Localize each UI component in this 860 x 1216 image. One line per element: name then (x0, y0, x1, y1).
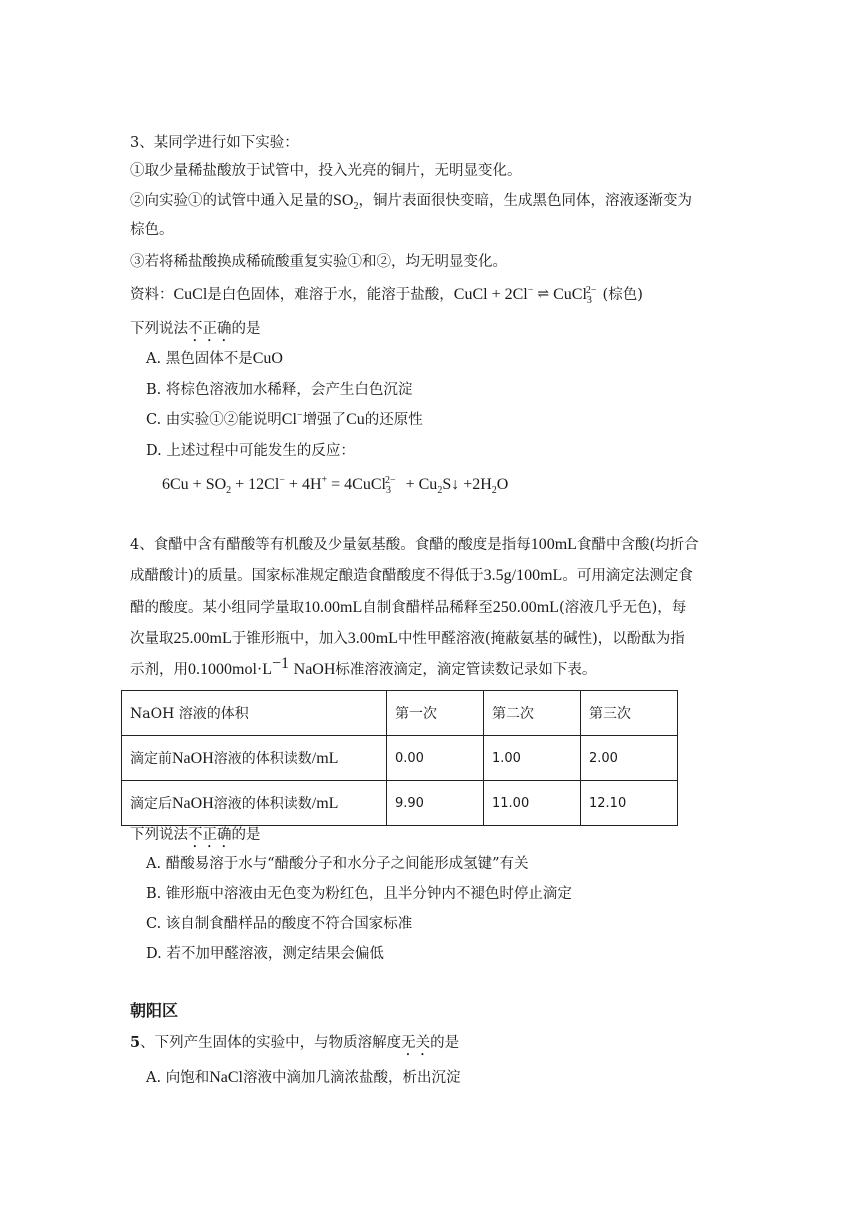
q5-option-a (146, 1067, 460, 1089)
q3-step1: ①取少量稀盐酸放于试管中，投入光亮的铜片，无明显变化。 (130, 163, 522, 179)
equilibrium-equation: CuCl + 2Cl− ⇌ CuCl$_3^{2-}$ (453, 284, 597, 307)
q3-option-d: D. 上述过程中可能发生的反应： (146, 443, 355, 459)
q5-text-2: 的是 (430, 1035, 460, 1051)
q4-line1 (130, 534, 699, 556)
table-row (122, 736, 678, 781)
q3-option-a-text: A. 黑色固体不是 (146, 351, 253, 367)
table-cell: 1.00 (484, 736, 581, 781)
q4-value: 10.00mL (304, 599, 363, 616)
q4-text: 。可用滴定法测定食 (562, 568, 693, 584)
q4-text: (溶液几乎无色)，每 (558, 600, 687, 616)
q4-text: 标准溶液滴定，滴定管读数记录如下表。 (335, 662, 597, 678)
q5-emphasis: 无关 (401, 1035, 431, 1051)
q4-superscript: −1 (272, 655, 290, 673)
q5-option-a-text: A. 向饱和 (146, 1070, 210, 1086)
q3-option-c-text-2: 增强了 (302, 412, 347, 428)
naoh-formula: NaOH (293, 661, 336, 678)
q3-stem: 3、某同学进行如下实验： (130, 135, 299, 151)
cuo-formula: CuO (252, 350, 283, 367)
q4-value: 3.5g/100mL (483, 567, 563, 584)
q3-reaction-equation: $6Cu + SO_2 + 12Cl^- + 4H^+$ = 4CuCl$_3^{2-}$ + $Cu_2S↓ +2H_2O$ (162, 474, 509, 497)
q3-step2-text-2: ，铜片表面很快变暗，生成黑色同体，溶液逐渐变为 (358, 193, 692, 209)
q3-ask-text: 下列说法 (130, 321, 188, 337)
chloride-formula: Cl− (281, 409, 303, 428)
q3-step3: ③若将稀盐酸换成稀硫酸重复实验①和②，均无明显变化。 (130, 254, 507, 270)
q4-text: 于锥形瓶中，加入 (231, 631, 348, 647)
q5-number: 5 (130, 1034, 141, 1051)
q4-ask (130, 824, 261, 851)
q4-ask-text: 下列说法 (130, 827, 188, 843)
q3-option-c-text-3: 的还原性 (364, 412, 423, 428)
q4-text: 食醋中含酸(均折合 (576, 537, 699, 553)
q4-option-a: A. 醋酸易溶于水与“醋酸分子和水分子之间能形成氢键”有关 (146, 856, 529, 872)
q4-line5 (130, 655, 597, 681)
q4-text: 次量取 (130, 631, 174, 647)
q5-stem (130, 1032, 459, 1059)
table-row-label: 滴定前NaOH溶液的体积读数/mL (122, 736, 387, 781)
q4-text: 自制食醋样品稀释至 (362, 600, 493, 616)
q3-info-label: 资料： (130, 287, 174, 303)
nacl-formula: NaCl (209, 1069, 243, 1086)
q5-text: 、下列产生固体的实验中，与物质溶解度 (140, 1035, 402, 1051)
q4-value: 25.00mL (173, 630, 232, 647)
q4-text: 4、食醋中含有醋酸等有机酸及少量氨基酸。食醋的酸度是指每 (130, 537, 531, 553)
q3-step2-text: ②向实验①的试管中通入足量的 (130, 193, 333, 209)
q4-option-d: D. 若不加甲醛溶液，测定结果会偏低 (146, 946, 384, 962)
q4-text: 醋的酸度。某小组同学量取 (130, 600, 304, 616)
q3-step2-cont: 棕色。 (130, 222, 174, 238)
cu-formula: Cu (346, 411, 365, 428)
q4-line2 (130, 565, 693, 587)
q4-ask-text-2: 的是 (231, 827, 261, 843)
table-cell: 2.00 (581, 736, 678, 781)
table-header-row (122, 691, 678, 736)
table-header-cell: 第一次 (387, 691, 484, 736)
so2-formula: $SO_2$ (333, 192, 359, 213)
table-row-label: 滴定后NaOH溶液的体积读数/mL (122, 781, 387, 826)
q4-line3 (130, 597, 686, 619)
table-row (122, 781, 678, 826)
table-cell: 9.90 (387, 781, 484, 826)
table-cell: 12.10 (581, 781, 678, 826)
q3-ask (130, 318, 261, 345)
q3-ask-text-2: 的是 (231, 321, 261, 337)
table-header-cell: NaOH 溶液的体积 (122, 691, 387, 736)
q4-ask-emphasis: 不正确 (188, 827, 232, 843)
q4-value: 3.00mL (347, 630, 398, 647)
table-cell: 0.00 (387, 736, 484, 781)
q3-step2 (130, 190, 692, 212)
q3-ask-emphasis: 不正确 (188, 321, 232, 337)
q4-option-b: B. 锥形瓶中溶液由无色变为粉红色，且半分钟内不褪色时停止滴定 (146, 886, 572, 902)
titration-table (121, 690, 678, 826)
q4-line4 (130, 628, 685, 650)
q3-info (130, 284, 643, 307)
q3-option-b: B. 将棕色溶液加水稀释，会产生白色沉淀 (146, 382, 413, 398)
q3-info-text: 是白色固体，难溶于水，能溶于盐酸， (207, 287, 454, 303)
table-cell: 11.00 (484, 781, 581, 826)
cucl-formula: CuCl (173, 286, 208, 303)
q4-text: 中性甲醛溶液(掩蔽氨基的碱性)，以酚酞为指 (397, 631, 685, 647)
q3-option-a (146, 348, 283, 370)
table-header-cell: 第三次 (581, 691, 678, 736)
q3-option-c-text: C. 由实验①②能说明 (146, 412, 282, 428)
q4-value: 0.1000mol·L (188, 661, 272, 678)
q4-value: 100mL (530, 536, 577, 553)
q4-value: 250.00mL (492, 599, 559, 616)
q4-text: 示剂，用 (130, 662, 188, 678)
q3-option-c (146, 409, 423, 431)
q3-info-color: (棕色) (602, 287, 643, 303)
q4-text: 成醋酸计)的质量。国家标准规定酿造食醋酸度不得低于 (130, 568, 484, 584)
q4-option-c: C. 该自制食醋样品的酸度不符合国家标准 (146, 916, 413, 932)
q5-option-a-text-2: 溶液中滴加几滴浓盐酸，析出沉淀 (242, 1070, 461, 1086)
table-header-cell: 第二次 (484, 691, 581, 736)
section-heading: 朝阳区 (130, 1001, 179, 1020)
